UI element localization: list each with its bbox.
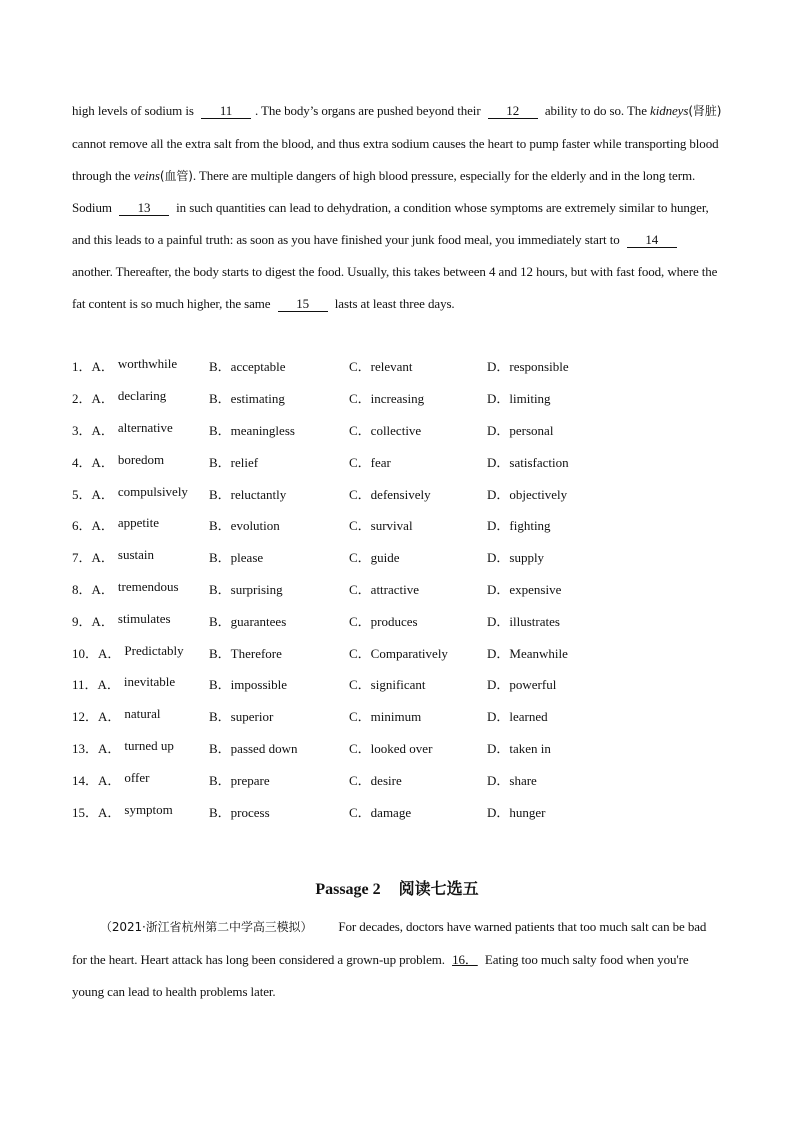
option-letter: C．	[349, 486, 371, 502]
option-letter: D．	[487, 359, 510, 375]
option-b	[209, 738, 349, 757]
text: ability to do so. The	[544, 103, 647, 118]
option-b-text: acceptable	[230, 359, 286, 375]
option-c-text: produces	[370, 613, 418, 629]
option-c-text: fear	[370, 454, 391, 470]
option-b	[209, 515, 349, 534]
option-d	[487, 770, 627, 789]
option-c	[349, 452, 487, 471]
option-d	[487, 643, 627, 662]
option-b	[209, 547, 349, 566]
option-a-text: appetite	[117, 515, 160, 531]
question-number: 8．A．	[72, 581, 114, 597]
text: lasts at least three days.	[334, 295, 455, 311]
option-a	[72, 674, 209, 693]
option-d-text: illustrates	[509, 613, 560, 629]
option-b-text: impossible	[230, 677, 288, 693]
option-a	[72, 420, 209, 439]
option-letter: B．	[209, 550, 231, 566]
option-a-text: turned up	[124, 737, 174, 753]
option-letter: C．	[349, 709, 371, 725]
option-letter: C．	[349, 613, 371, 629]
option-b-text: guarantees	[230, 613, 287, 629]
option-a	[72, 611, 209, 630]
option-letter: C．	[349, 645, 371, 661]
option-letter: B．	[209, 422, 231, 438]
question-number: 6．A．	[72, 518, 114, 534]
option-b	[209, 388, 349, 407]
option-d	[487, 674, 627, 693]
option-letter: C．	[349, 359, 371, 375]
option-c-text: defensively	[370, 486, 431, 502]
option-a-text: worthwhile	[117, 356, 178, 372]
term-kidneys: kidneys	[650, 103, 689, 118]
option-letter: B．	[209, 486, 231, 502]
option-d-text: share	[509, 772, 537, 788]
option-a	[72, 802, 209, 821]
option-b	[209, 579, 349, 598]
option-letter: C．	[349, 581, 371, 597]
option-letter: D．	[487, 709, 510, 725]
option-c-text: relevant	[370, 359, 413, 375]
option-b-text: Therefore	[230, 645, 282, 661]
option-letter: C．	[349, 550, 371, 566]
option-b	[209, 484, 349, 503]
option-b	[209, 706, 349, 725]
option-c	[349, 579, 487, 598]
text: For decades, doctors have warned patients that too much salt can be bad for the heart. Heart attack has long been considered a grown-up problem.	[72, 919, 707, 967]
option-row	[72, 604, 722, 636]
option-letter: D．	[487, 486, 510, 502]
question-number: 13．A．	[72, 740, 121, 756]
option-a-text: stimulates	[117, 610, 171, 626]
option-c	[349, 547, 487, 566]
option-letter: C．	[349, 391, 371, 407]
question-number: 1．A．	[72, 359, 114, 375]
option-d-text: personal	[509, 422, 554, 438]
option-d-text: objectively	[509, 486, 568, 502]
option-a-text: compulsively	[117, 483, 188, 499]
question-number: 9．A．	[72, 613, 114, 629]
term-veins-cn: (血管)	[159, 168, 193, 183]
option-row	[72, 573, 722, 605]
option-d	[487, 611, 627, 630]
passage2-paragraph	[72, 911, 722, 1007]
text: . The body’s organs are pushed beyond their	[254, 103, 481, 118]
option-letter: D．	[487, 645, 510, 661]
option-letter: C．	[349, 422, 371, 438]
option-a-text: declaring	[117, 388, 167, 404]
question-number: 7．A．	[72, 550, 114, 566]
option-letter: C．	[349, 518, 371, 534]
passage-title-en: Passage 2	[315, 881, 381, 898]
option-b-text: relief	[230, 454, 259, 470]
option-row	[72, 541, 722, 573]
option-d	[487, 484, 627, 503]
option-d-text: powerful	[509, 677, 557, 693]
option-b-text: evolution	[230, 518, 280, 534]
option-c-text: looked over	[370, 740, 433, 756]
option-row	[72, 795, 722, 827]
text: in such quantities can lead to dehydration, a condition whose symptoms are extremely similar to hunger, and this leads to a painful truth: as soon as you have finished your junk food meal, you immediately start to	[72, 200, 709, 248]
option-b	[209, 420, 349, 439]
option-letter: B．	[209, 454, 231, 470]
option-c-text: increasing	[370, 391, 425, 407]
option-b	[209, 674, 349, 693]
option-letter: B．	[209, 359, 231, 375]
option-a	[72, 388, 209, 407]
option-b	[209, 611, 349, 630]
blank-11: 11	[201, 104, 251, 119]
blank-14: 14	[627, 233, 677, 248]
option-a-text: offer	[124, 769, 150, 785]
option-c	[349, 643, 487, 662]
option-b-text: prepare	[230, 772, 270, 788]
option-letter: B．	[209, 709, 231, 725]
option-a	[72, 484, 209, 503]
blank-12: 12	[488, 104, 538, 119]
text: high levels of sodium is	[72, 103, 194, 118]
option-row	[72, 382, 722, 414]
option-letter: D．	[487, 422, 510, 438]
option-a-text: natural	[124, 706, 161, 722]
term-veins: veins	[133, 167, 160, 183]
option-d-text: satisfaction	[509, 454, 569, 470]
option-letter: D．	[487, 518, 510, 534]
option-b	[209, 452, 349, 471]
option-row	[72, 700, 722, 732]
option-a	[72, 547, 209, 566]
option-row	[72, 636, 722, 668]
text: cannot remove all the extra salt from the blood, and thus extra sodium causes the heart to pump faster while transporting blood through the	[72, 135, 719, 183]
option-a-text: sustain	[117, 547, 155, 563]
option-letter: D．	[487, 581, 510, 597]
option-letter: B．	[209, 645, 231, 661]
option-c-text: minimum	[370, 709, 422, 725]
option-a-text: boredom	[117, 451, 165, 467]
option-b-text: superior	[230, 709, 274, 725]
option-letter: C．	[349, 804, 371, 820]
option-b-text: surprising	[230, 581, 283, 597]
option-a	[72, 738, 209, 757]
option-a-text: alternative	[117, 419, 173, 435]
option-row	[72, 477, 722, 509]
option-c-text: survival	[370, 518, 413, 534]
option-a-text: tremendous	[117, 578, 179, 594]
passage1-paragraph	[72, 95, 722, 320]
option-b	[209, 643, 349, 662]
option-c-text: guide	[370, 550, 400, 566]
option-d	[487, 706, 627, 725]
option-row	[72, 445, 722, 477]
passage-title	[0, 876, 794, 899]
option-a-text: inevitable	[123, 674, 176, 690]
option-d	[487, 515, 627, 534]
option-a	[72, 579, 209, 598]
option-c-text: Comparatively	[370, 645, 448, 661]
option-c-text: collective	[370, 422, 422, 438]
option-row	[72, 732, 722, 764]
option-a-text: Predictably	[124, 642, 184, 658]
option-letter: D．	[487, 677, 510, 693]
option-letter: D．	[487, 740, 510, 756]
option-d	[487, 579, 627, 598]
option-c-text: desire	[370, 772, 402, 788]
option-a	[72, 770, 209, 789]
option-d-text: expensive	[509, 581, 562, 597]
option-row	[72, 763, 722, 795]
option-letter: B．	[209, 772, 231, 788]
option-d	[487, 547, 627, 566]
option-letter: C．	[349, 772, 371, 788]
option-d	[487, 452, 627, 471]
option-row	[72, 350, 722, 382]
option-letter: B．	[209, 613, 231, 629]
option-a	[72, 356, 209, 375]
option-b-text: meaningless	[230, 422, 295, 438]
option-c	[349, 420, 487, 439]
blank-15: 15	[278, 297, 328, 312]
option-b-text: estimating	[230, 391, 285, 407]
term-kidneys-cn: (肾脏)	[688, 104, 722, 118]
option-c-text: significant	[370, 677, 426, 693]
text: another. Thereafter, the body starts to digest the food. Usually, this takes between 4 and 12 hours, but with fast food, where the fat content is so much higher, the same	[72, 263, 718, 311]
option-c	[349, 770, 487, 789]
option-d-text: supply	[509, 550, 545, 566]
option-row	[72, 414, 722, 446]
option-c	[349, 356, 487, 375]
option-d-text: limiting	[509, 391, 551, 407]
option-c	[349, 738, 487, 757]
option-a	[72, 452, 209, 471]
question-number: 10．A．	[72, 645, 121, 661]
option-c	[349, 674, 487, 693]
option-d-text: fighting	[509, 518, 551, 534]
question-number: 12．A．	[72, 709, 121, 725]
option-b	[209, 356, 349, 375]
option-c	[349, 611, 487, 630]
option-d-text: hunger	[509, 804, 546, 820]
option-c	[349, 706, 487, 725]
option-a	[72, 706, 209, 725]
option-b-text: reluctantly	[230, 486, 287, 502]
text: Eating too much salty food when you're young can lead to health problems later.	[72, 951, 689, 999]
option-letter: B．	[209, 804, 231, 820]
option-d-text: Meanwhile	[509, 645, 568, 661]
option-b-text: process	[230, 804, 270, 820]
option-d-text: learned	[509, 709, 548, 725]
option-b-text: please	[230, 550, 264, 566]
option-row	[72, 509, 722, 541]
option-d-text: responsible	[509, 359, 569, 375]
option-b-text: passed down	[230, 740, 298, 756]
question-16-blank: 16．	[452, 951, 478, 967]
question-number: 15．A．	[72, 804, 121, 820]
question-number: 2．A．	[72, 391, 114, 407]
option-row	[72, 668, 722, 700]
option-c-text: attractive	[370, 581, 420, 597]
option-d	[487, 802, 627, 821]
option-c	[349, 388, 487, 407]
question-number: 4．A．	[72, 454, 114, 470]
option-d	[487, 738, 627, 757]
option-letter: D．	[487, 391, 510, 407]
option-d-text: taken in	[509, 740, 551, 756]
option-letter: D．	[487, 550, 510, 566]
option-letter: C．	[349, 677, 371, 693]
option-letter: B．	[209, 391, 231, 407]
option-b	[209, 802, 349, 821]
question-number: 11．A．	[72, 677, 120, 693]
option-c	[349, 515, 487, 534]
option-letter: B．	[209, 518, 231, 534]
option-a	[72, 643, 209, 662]
blank-13: 13	[119, 201, 169, 216]
option-a	[72, 515, 209, 534]
option-letter: B．	[209, 677, 231, 693]
option-d	[487, 356, 627, 375]
question-number: 14．A．	[72, 772, 121, 788]
option-letter: D．	[487, 772, 510, 788]
options-list	[72, 350, 722, 827]
option-letter: D．	[487, 454, 510, 470]
passage-title-cn: 阅读七选五	[398, 879, 479, 898]
option-letter: D．	[487, 804, 510, 820]
option-letter: B．	[209, 740, 231, 756]
option-d	[487, 420, 627, 439]
option-b	[209, 770, 349, 789]
source-note: （2021·浙江省杭州第二中学高三模拟）	[100, 920, 313, 934]
option-c-text: damage	[370, 804, 412, 820]
option-letter: C．	[349, 454, 371, 470]
question-number: 5．A．	[72, 486, 114, 502]
question-number: 3．A．	[72, 422, 114, 438]
option-c	[349, 802, 487, 821]
option-c	[349, 484, 487, 503]
option-letter: D．	[487, 613, 510, 629]
option-d	[487, 388, 627, 407]
option-letter: C．	[349, 740, 371, 756]
option-letter: B．	[209, 581, 231, 597]
option-a-text: symptom	[124, 801, 173, 817]
text: . There are multiple dangers of high blood pressure, especially for the elderly and in the long term. Sodium	[72, 167, 696, 216]
